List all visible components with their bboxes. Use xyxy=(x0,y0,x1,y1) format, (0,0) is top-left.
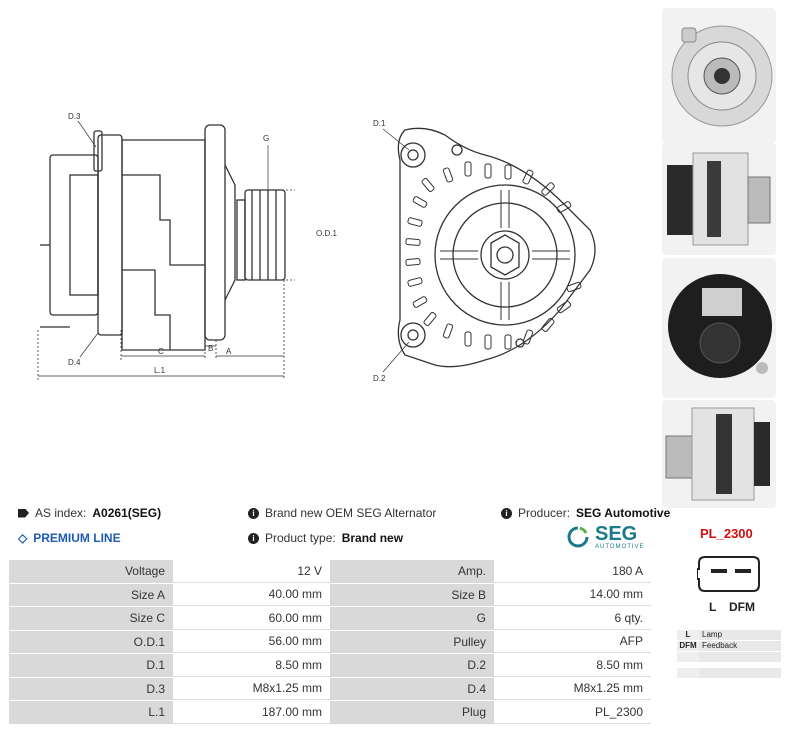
info-icon: i xyxy=(248,533,259,544)
spec-label: L.1 xyxy=(9,701,173,724)
spec-label: D.2 xyxy=(330,654,494,677)
spec-label: Size C xyxy=(9,607,173,630)
product-type-row xyxy=(248,531,403,545)
premium-line-label: PREMIUM LINE xyxy=(33,531,121,545)
as-index-value: A0261(SEG) xyxy=(92,506,162,520)
spec-value: 187.00 mm xyxy=(173,701,330,724)
spec-value: AFP xyxy=(494,631,651,654)
plug-legend-row xyxy=(677,668,781,678)
product-photo-side-2 xyxy=(662,400,776,508)
label-a: A xyxy=(226,347,232,356)
producer-label: Producer: xyxy=(518,506,571,520)
plug-pin-dfm: DFM xyxy=(729,600,755,614)
label-d2: D.2 xyxy=(373,374,386,383)
premium-line-row xyxy=(18,531,121,545)
spec-value: 12 V xyxy=(173,560,330,583)
label-c: C xyxy=(158,347,164,356)
product-type-value: Brand new xyxy=(341,531,404,545)
producer-value: SEG Automotive xyxy=(576,506,671,520)
spec-value: 60.00 mm xyxy=(173,607,330,630)
spec-value: 8.50 mm xyxy=(494,654,651,677)
brand-new-row xyxy=(248,506,436,520)
label-d1: D.1 xyxy=(373,119,386,128)
spec-row xyxy=(9,607,651,630)
diamond-icon: ◇ xyxy=(18,531,28,545)
spec-label: Size A xyxy=(9,584,173,607)
spec-value: 56.00 mm xyxy=(173,631,330,654)
product-type-label: Product type: xyxy=(265,531,336,545)
seg-logo-icon xyxy=(566,525,590,549)
spokes xyxy=(440,190,570,320)
spec-row xyxy=(9,631,651,654)
seg-logo xyxy=(566,524,645,550)
spec-label: Size B xyxy=(330,584,494,607)
vent-slots xyxy=(406,162,582,349)
product-photo-front xyxy=(662,8,776,143)
spec-row xyxy=(9,584,651,607)
spec-label: D.1 xyxy=(9,654,173,677)
spec-value: 180 A xyxy=(494,560,651,583)
spec-value: M8x1.25 mm xyxy=(173,678,330,701)
seg-logo-sub: AUTOMOTIVE xyxy=(595,544,645,550)
plug-connector-icon xyxy=(697,553,761,595)
as-index-row xyxy=(18,506,161,520)
seg-logo-name: SEG xyxy=(595,523,638,545)
spec-value: 8.50 mm xyxy=(173,654,330,677)
plug-legend-row xyxy=(677,652,781,662)
label-d4: D.4 xyxy=(68,358,81,367)
as-index-label: AS index: xyxy=(35,506,87,520)
product-photo-side xyxy=(662,143,776,255)
spec-row xyxy=(9,701,651,724)
spec-label: G xyxy=(330,607,494,630)
producer-row xyxy=(501,506,670,520)
plug-legend-row: L Lamp xyxy=(677,630,781,640)
spec-label: Voltage xyxy=(9,560,173,583)
spec-label: Amp. xyxy=(330,560,494,583)
spec-value: 40.00 mm xyxy=(173,584,330,607)
spec-label: D.3 xyxy=(9,678,173,701)
info-icon: i xyxy=(248,508,259,519)
plug-pin-l: L xyxy=(709,600,717,614)
product-photo-rear xyxy=(662,258,776,398)
info-icon: i xyxy=(501,508,512,519)
spec-row xyxy=(9,654,651,677)
side-view-drawing xyxy=(30,105,295,390)
plug-title: PL_2300 xyxy=(700,526,753,541)
spec-value: 6 qty. xyxy=(494,607,651,630)
label-b: B xyxy=(208,344,214,353)
spec-value: PL_2300 xyxy=(494,701,651,724)
label-od1: O.D.1 xyxy=(316,229,337,238)
brand-new-text: Brand new OEM SEG Alternator xyxy=(265,506,437,520)
spec-row xyxy=(9,678,651,701)
label-g: G xyxy=(263,134,270,143)
plug-legend xyxy=(677,630,781,679)
label-l1: L.1 xyxy=(154,366,166,375)
tag-icon xyxy=(18,509,29,518)
spec-label: D.4 xyxy=(330,678,494,701)
spec-row xyxy=(9,560,651,583)
label-d3: D.3 xyxy=(68,112,81,121)
front-view-drawing xyxy=(365,110,605,385)
spec-label: O.D.1 xyxy=(9,631,173,654)
spec-label: Pulley xyxy=(330,631,494,654)
spec-value: 14.00 mm xyxy=(494,584,651,607)
spec-value: M8x1.25 mm xyxy=(494,678,651,701)
plug-legend-row: DFM Feedback xyxy=(677,641,781,651)
spec-label: Plug xyxy=(330,701,494,724)
spec-table xyxy=(9,559,651,725)
